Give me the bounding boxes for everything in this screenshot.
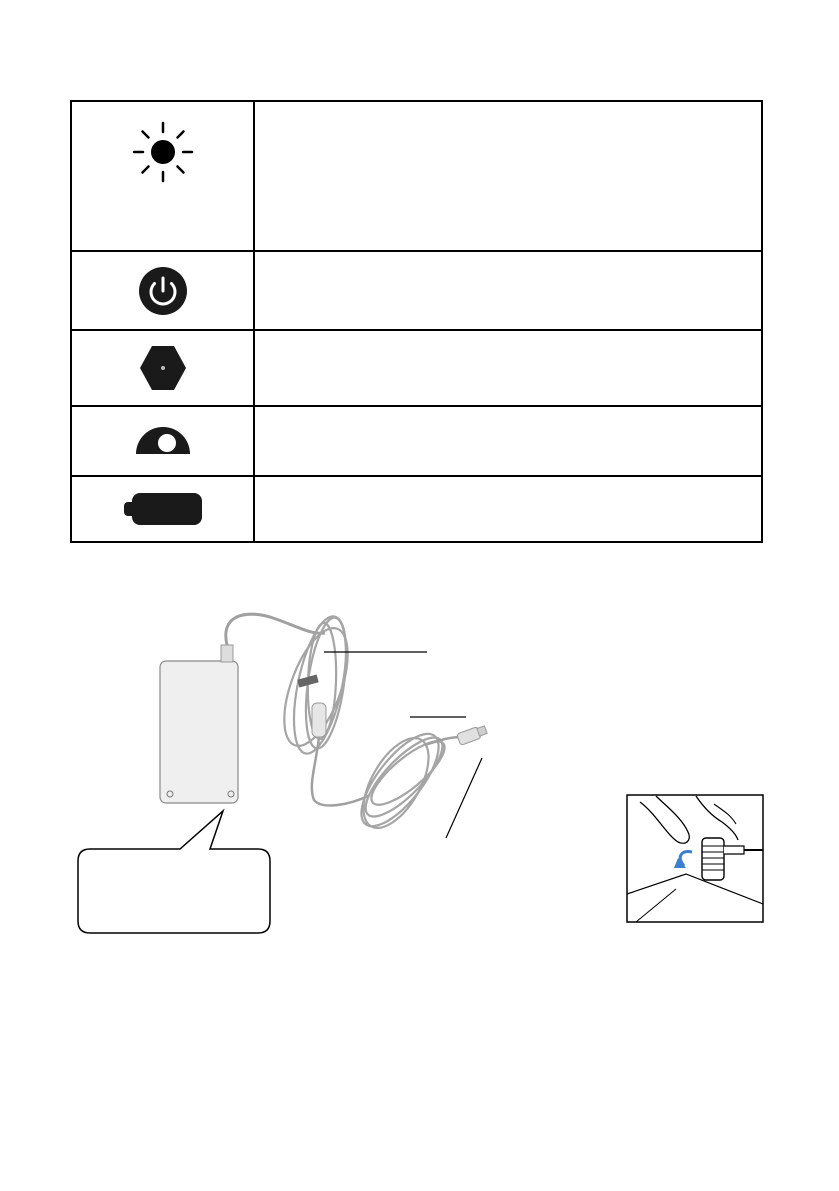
- power-adapter-figure: [70, 595, 510, 940]
- power-adapter-illustration: [70, 595, 510, 940]
- icon-cell: [71, 406, 254, 476]
- table-row: [71, 101, 762, 251]
- description-cell: [254, 330, 762, 406]
- description-cell: [254, 476, 762, 542]
- half-dome-icon: [134, 426, 192, 456]
- icon-cell: [71, 476, 254, 542]
- symbols-table: [70, 100, 763, 543]
- plug-insertion-figure: [626, 794, 764, 923]
- description-cell: [254, 406, 762, 476]
- sun-icon: [131, 120, 195, 184]
- icon-cell: [71, 330, 254, 406]
- hexagon-nut-icon: [138, 344, 188, 392]
- table-row: [71, 406, 762, 476]
- description-cell: [254, 101, 762, 251]
- icon-cell: [71, 101, 254, 251]
- table-row: [71, 330, 762, 406]
- plug-connector-icon: [122, 491, 204, 527]
- table-row: [71, 251, 762, 330]
- power-icon: [138, 266, 188, 316]
- table-row: [71, 476, 762, 542]
- plug-insertion-illustration: [626, 794, 764, 923]
- icon-cell: [71, 251, 254, 330]
- description-cell: [254, 251, 762, 330]
